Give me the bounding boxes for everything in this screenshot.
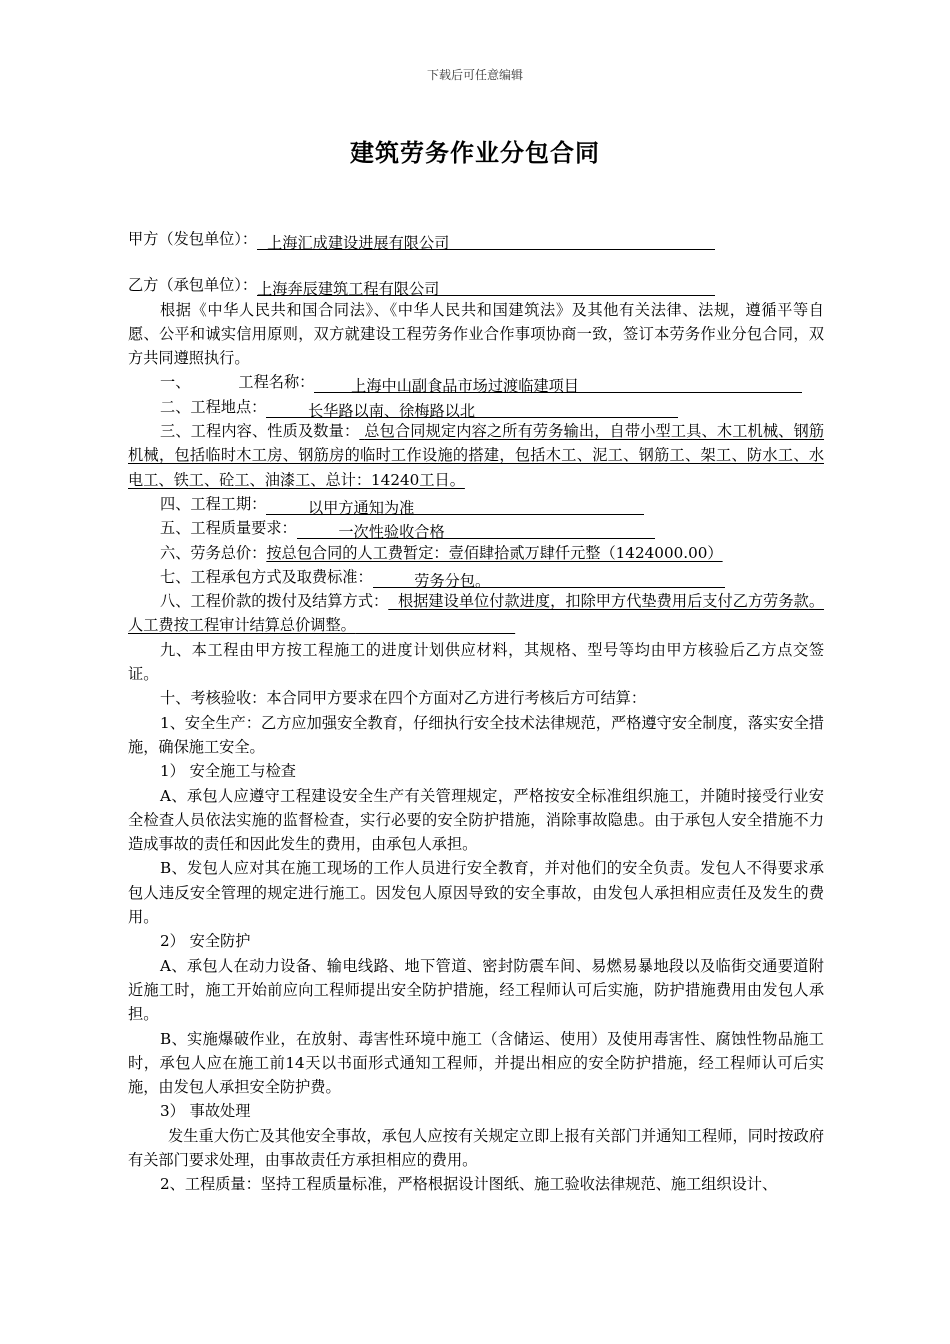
clause-7-label: 七、工程承包方式及取费标准： [160, 567, 373, 586]
clause-2-value: 长华路以南、徐梅路以北 [307, 401, 476, 420]
clause-8 [128, 589, 824, 638]
clause-10: 十、考核验收：本合同甲方要求在四个方面对乙方进行考核后方可结算： [160, 689, 646, 708]
spacer [128, 251, 824, 273]
clause-2 [128, 395, 824, 419]
item-2-quality: 2、工程质量：坚持工程质量标准，严格根据设计图纸、施工验收法律规范、施工组织设计、 [160, 1175, 778, 1194]
clause-1-value [314, 374, 802, 396]
clause-1-value-text: 上海中山副食品市场过渡临建项目 [351, 377, 579, 396]
party-a-value: 上海汇成建设进展有限公司 [267, 234, 450, 252]
clause-5 [128, 516, 824, 540]
clause-7-value: 劳务分包。 [414, 571, 491, 590]
sub-2-a: A、承包人在动力设备、输电线路、地下管道、密封防震车间、易燃易暴地段以及临街交通要道附近施工时，施工开始前应向工程师提出安全防护措施，经工程师认可后实施，防护措施费用由发包人承担。 [128, 956, 824, 1024]
party-b-line [128, 273, 824, 297]
clause-1-label: 一、 [160, 373, 191, 392]
clause-6 [128, 541, 824, 565]
clause-4-field [266, 496, 644, 515]
clause-7 [128, 565, 824, 589]
sub-3-text: 发生重大伤亡及其他安全事故，承包人应按有关规定立即上报有关部门并通知工程师，同时按政府有关部门要求处理，由事故责任方承担相应的费用。 [128, 1126, 824, 1169]
sub-2-b: B、实施爆破作业，在放射、毒害性环境中施工（含储运、使用）及使用毒害性、腐蚀性物品施工时，承包人应在施工前14天以书面形式通知工程师，并提出相应的安全防护措施，经工程师认可后实施，由发包人承担安全防护费。 [128, 1029, 824, 1097]
clause-6-value: 按总包合同的人工费暂定：壹佰肆拾贰万肆仟元整（1424000.00） [266, 543, 723, 562]
clause-4-value: 以甲方通知为准 [307, 498, 415, 517]
clause-4 [128, 492, 824, 516]
document-title: 建筑劳务作业分包合同 [350, 138, 600, 167]
clause-8-label: 八、工程价款的拨付及结算方式： [160, 592, 389, 611]
clause-1 [128, 370, 824, 394]
clause-7-field [373, 569, 725, 588]
contract-body [128, 227, 824, 1197]
clause-6-label: 六、劳务总价： [160, 543, 267, 562]
clause-3 [128, 419, 824, 492]
sub-1-heading: 1） 安全施工与检查 [160, 762, 296, 781]
preamble: 根据《中华人民共和国合同法》、《中华人民共和国建筑法》及其他有关法律、法规，遵循平等自愿、公平和诚实信用原则，双方就建设工程劳务作业合作事项协商一致，签订本劳务作业分包合同，双方共同遵照执行。 [128, 300, 824, 368]
clause-5-field [297, 520, 655, 542]
party-b-label: 乙方（承包单位）： [128, 276, 258, 295]
party-a-label: 甲方（发包单位）： [128, 230, 258, 248]
sub-1-b: B、发包人应对其在施工现场的工作人员进行安全教育，并对他们的安全负责。发包人不得要求承包人违反安全管理的规定进行施工。因发包人原因导致的安全事故，由发包人承担相应责任及发生的费用。 [128, 859, 824, 927]
clause-5-value: 一次性验收合格 [338, 523, 445, 542]
party-a-field [257, 231, 715, 250]
party-a-line [128, 227, 824, 251]
sub-2-heading: 2） 安全防护 [160, 932, 251, 951]
sub-1-a: A、承包人应遵守工程建设安全生产有关管理规定，严格按安全标准组织施工，并随时接受行业安全检查人员依法实施的监督检查，实行必要的安全防护措施，消除事故隐患。由于承包人安全措施不力造成事故的责任和因此发生的费用，由承包人承担。 [128, 786, 824, 854]
clause-2-field [266, 399, 678, 418]
party-b-field [257, 277, 715, 299]
clause-3-value-text: 总包合同规定内容之所有劳务输出，自带小型工具、木工机械、钢筋机械，包括临时木工房、钢筋房的临时工作设施的搭建，包括木工、泥工、钢筋工、架工、防水工、水电工、铁工、砼工、油漆工、总计：14240工日。 [128, 422, 825, 489]
item-1-safety: 1、安全生产：乙方应加强安全教育，仔细执行安全技术法律规范，严格遵守安全制度，落实安全措施，确保施工安全。 [128, 713, 824, 756]
party-b-value: 上海奔辰建筑工程有限公司 [257, 280, 440, 299]
clause-9: 九、本工程由甲方按工程施工的进度计划供应材料，其规格、型号等均由甲方核验后乙方点交签证。 [128, 640, 824, 684]
clause-4-label: 四、工程工期： [160, 494, 267, 513]
clause-5-label: 五、工程质量要求： [160, 519, 297, 538]
header-note: 下载后可任意编辑 [426, 68, 523, 82]
clause-2-label: 二、工程地点： [160, 397, 267, 416]
clause-1-name: 工程名称： [238, 373, 315, 392]
clause-3-label: 三、工程内容、性质及数量： [160, 422, 360, 441]
sub-3-heading: 3） 事故处理 [160, 1102, 251, 1121]
clause-8-value-text: 根据建设单位付款进度，扣除甲方代垫费用后支付乙方劳务款。人工费按工程审计结算总价调整。 [128, 592, 825, 635]
